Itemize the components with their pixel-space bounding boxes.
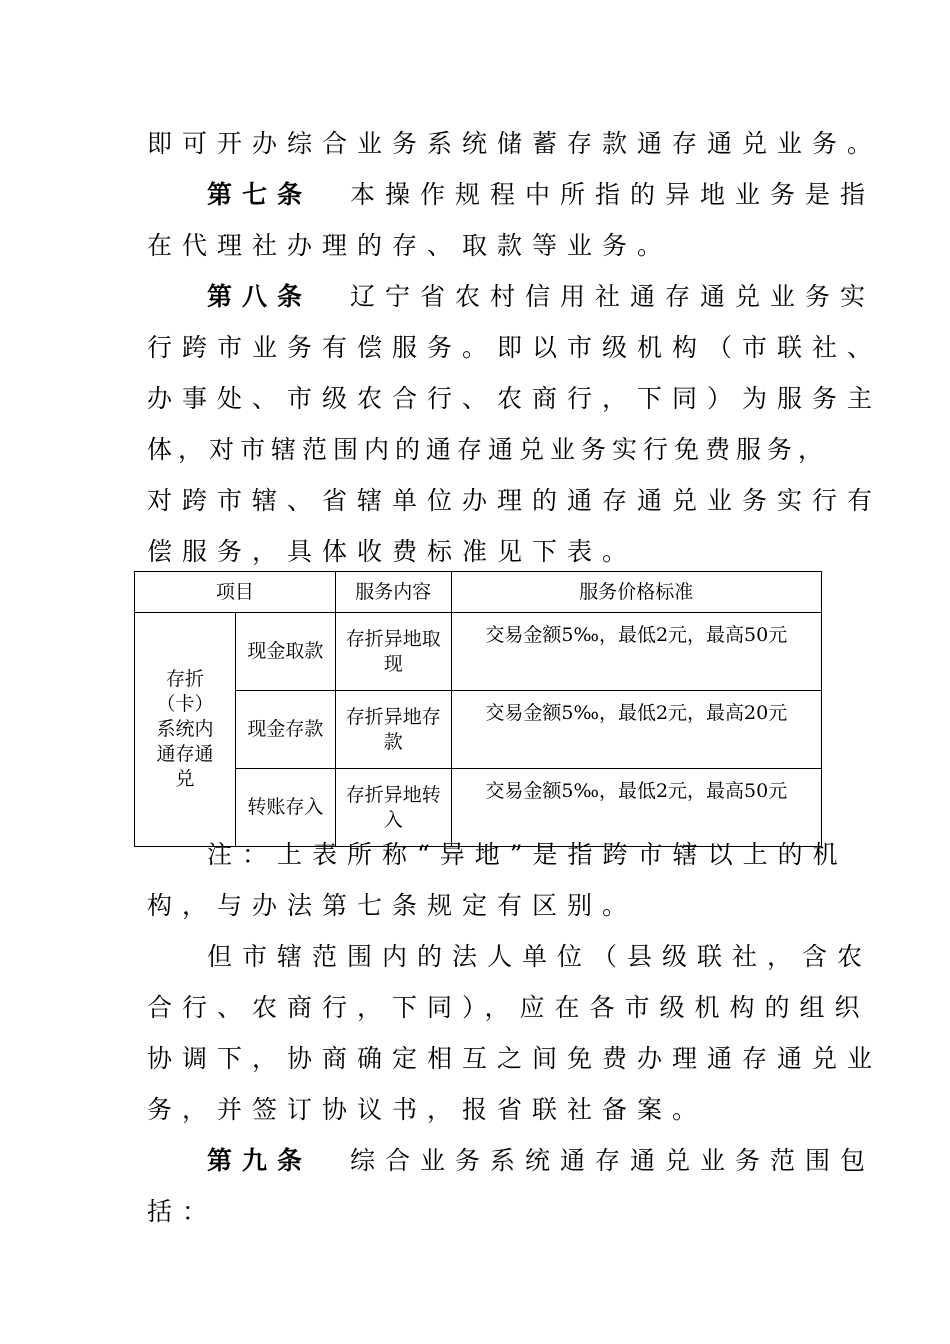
article-seven-line xyxy=(207,180,876,210)
text-line-5: 行跨市业务有偿服务。即以市级机构（市联社、 xyxy=(147,333,883,362)
article-seven-text: 本操作规程中所指的异地业务是指 xyxy=(350,180,876,209)
article-eight-heading: 第八条 xyxy=(207,282,313,311)
text-line-17: 括： xyxy=(147,1197,218,1226)
article-nine-text: 综合业务系统通存通兑业务范围包 xyxy=(350,1146,876,1175)
article-nine-line xyxy=(207,1146,876,1176)
price-cell: 交易金额5‰，最低2元，最高20元 xyxy=(451,691,821,769)
text-line-6: 办事处、市级农合行、农商行，下同）为服务主 xyxy=(147,384,883,413)
header-service: 服务内容 xyxy=(335,572,451,613)
group-label-cell: 存折（卡）系统内通存通兑 xyxy=(135,613,236,847)
text-line-14: 协调下，协商确定相互之间免费办理通存通兑业 xyxy=(147,1044,883,1073)
table-row xyxy=(135,613,822,691)
service-cell: 存折异地取现 xyxy=(335,613,451,691)
article-seven-heading: 第七条 xyxy=(207,180,313,209)
text-line-3: 在代理社办理的存、取款等业务。 xyxy=(147,231,673,260)
service-cell: 存折异地存款 xyxy=(335,691,451,769)
text-line-13: 合行、农商行，下同），应在各市级机构的组织 xyxy=(147,993,870,1022)
table-header-row xyxy=(135,572,822,613)
text-line-15: 务，并签订协议书，报省联社备案。 xyxy=(147,1095,708,1124)
text-line-1: 即可开办综合业务系统储蓄存款通存通兑业务。 xyxy=(147,129,883,158)
item-cell: 转账存入 xyxy=(235,769,335,847)
text-line-11: 构，与办法第七条规定有区别。 xyxy=(147,891,638,920)
article-eight-text: 辽宁省农村信用社通存通兑业务实 xyxy=(350,282,876,311)
item-cell: 现金存款 xyxy=(235,691,335,769)
service-cell: 存折异地转入 xyxy=(335,769,451,847)
text-line-8: 对跨市辖、省辖单位办理的通存通兑业务实行有 xyxy=(147,486,883,515)
header-price: 服务价格标准 xyxy=(451,572,821,613)
item-cell: 现金取款 xyxy=(235,613,335,691)
table-row xyxy=(135,691,822,769)
text-line-7: 体，对市辖范围内的通存通兑业务实行免费服务， xyxy=(147,435,830,464)
text-line-9: 偿服务，具体收费标准见下表。 xyxy=(147,537,638,566)
price-cell: 交易金额5‰，最低2元，最高50元 xyxy=(451,769,821,847)
article-eight-line xyxy=(207,282,876,312)
note-line: 注：上表所称“异地”是指跨市辖以上的机 xyxy=(207,840,848,869)
table-row xyxy=(135,769,822,847)
price-cell: 交易金额5‰，最低2元，最高50元 xyxy=(451,613,821,691)
fee-table xyxy=(134,571,822,847)
article-nine-heading: 第九条 xyxy=(207,1146,313,1175)
header-item: 项目 xyxy=(135,572,336,613)
text-line-12: 但市辖范围内的法人单位（县级联社，含农 xyxy=(207,942,873,971)
